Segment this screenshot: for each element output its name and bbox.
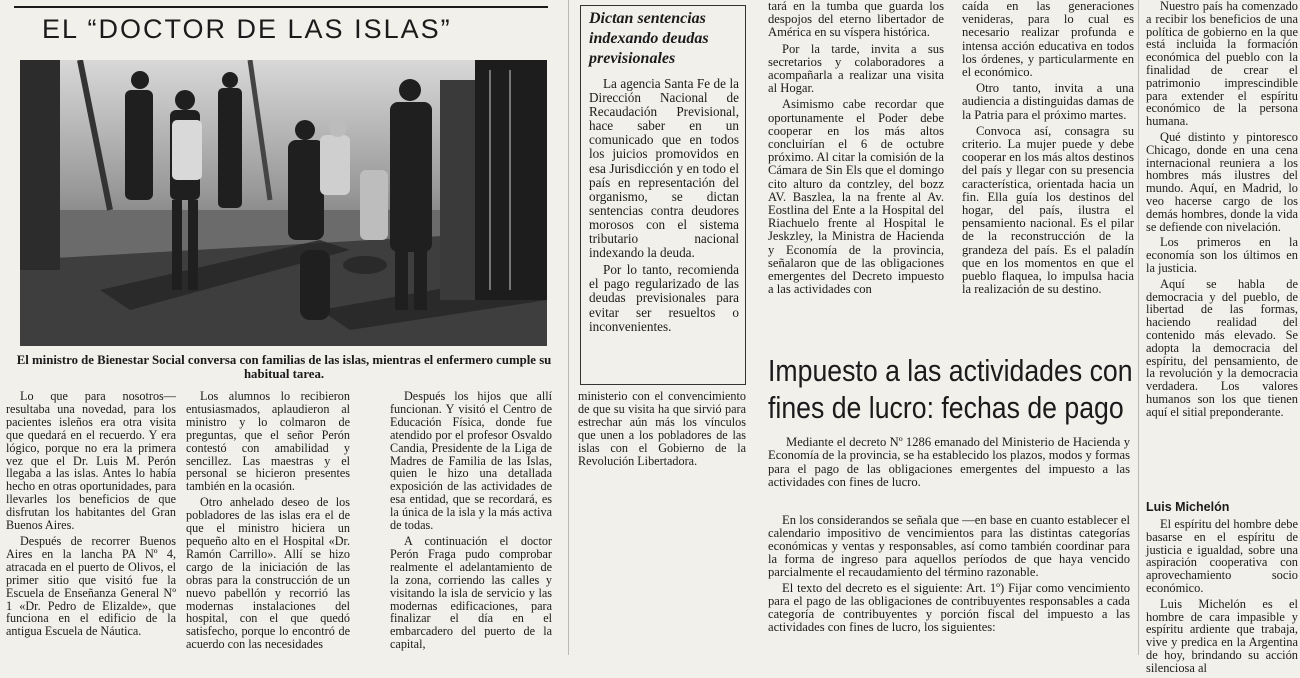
top-rule [14, 6, 548, 8]
article-column-5 [768, 0, 944, 299]
paragraph: Asimismo cabe recordar que oportunamente el Poder debe cooperar en los más altos concluirían el 6 de octubre próximo. Al citar la comisión de la Cámara de Sin Els que el domingo cito alturo da contzley, del bozz AV. Baszlea, la na frente al Av. Eostlina del Ente a la Hospital del Riachuelo frente al Hospital le Jeskzley, la Ministra de Hacienda y Economía de la provincia, señalaron que de las obligaciones emergentes del Decreto impuesto a las actividades con [768, 97, 944, 297]
photo-caption: El ministro de Bienestar Social conversa con familias de las islas, mientras el enfermero cumple su habitual tarea. [16, 353, 552, 381]
paragraph: El texto del decreto es el siguiente: Art. 1º) Fijar como vencimiento para el pago de las obligaciones de contribuyentes responsables a cada categoría de contribuyentes y porción fiscal del impuesto a las actividades con fines de lucro, los siguientes: [768, 581, 1130, 634]
paragraph: Después los hijos que allí funcionan. Y visitó el Centro de Educación Física, donde fue atendido por el profesor Osvaldo Candia, Presidente de la Liga de Madres de Familia de las Islas, quien le hizo una detallada exposición de las actividades de esa entidad, que se recordará, es la única de la isla y la más activa de todas. [390, 389, 552, 533]
column-divider [568, 0, 569, 655]
article-column-3 [390, 390, 552, 654]
paragraph: Por la tarde, invita a sus secretarios y colaboradores a acompañarla a realizar una visita al Hogar. [768, 41, 944, 96]
article-2-intro [768, 436, 1130, 496]
paragraph: Lo que para nosotros— resultaba una novedad, para los pacientes isleños era otra visita que quedará en el recuerdo. Y era lógico, porque no era la primera vez que el Dr. Luis M. Perón llegaba a las islas. Antes lo había hecho en otras oportunidades, para llevarles los beneficios de que disfrutan los habitantes del Gran Buenos Aires. [6, 389, 176, 533]
article-column-4 [578, 390, 746, 470]
article-2-headline-block [768, 352, 1148, 426]
article-column-6 [962, 0, 1134, 299]
paragraph: Nuestro país ha comenzado a recibir los beneficios de una política de gobierno en la que está incluida la formación económica del pueblo con la finalidad de crear el patrimonio imprescindible para extender el espíritu económico de la persona humana. [1146, 0, 1298, 129]
paragraph: En los considerandos se señala que —en base en cuanto establecer el calendario impositivo de vencimientos para las distintas categorías económicas y ventas y responsables, así como también coordinar para la forma de ingreso para aquellos períodos de que haya vencido parcialmente el recaudamiento del término razonable. [768, 513, 1130, 579]
paragraph: Qué distinto y pintoresco Chicago, donde en una cena internacional reuniera a los hombres más ilustres del mundo. Aquí, en Madrid, lo veo hacerse cargo de los demás hombres, donde la vida se defiende con nivelación. [1146, 129, 1298, 234]
paragraph: Luis Michelón es el hombre de cara impasible y espíritu ardiente que trabaja, vive y predica en la Argentina de hoy, brindando su acción silenciosa al [1146, 596, 1298, 675]
article-column-8-continued [1146, 518, 1298, 678]
paragraph: Convoca así, consagra su criterio. La mujer puede y debe cooperar en los más altos destinos del país y llegar con su presencia característica, orientada hacia un fin. Ella guía los destinos del hogar, del país, ilustra el pensamiento nacional. Es el pilar de la reconstrucción de la grandeza del país. Es el paladín que en los momentos en que el pueblo flaquea, lo impulsa hacia la realización de su destino. [962, 123, 1134, 297]
paragraph: caída en las generaciones venideras, para lo cual es necesario realizar profunda e intensa acción educativa en todos los órdenes, y particularmente en el económico. [962, 0, 1134, 80]
boxed-article-body [589, 77, 739, 334]
paragraph: Los primeros en la economía son los últimos en la justicia. [1146, 235, 1298, 275]
article-2-body [768, 514, 1130, 637]
photo-illustration [20, 60, 547, 346]
paragraph: ministerio con el convencimiento de que su visita ha que sirvió para estrechar aún más los vínculos que unen a los pobladores de las islas con el Gobierno de la Revolución Libertadora. [578, 389, 746, 468]
paragraph: El espíritu del hombre debe basarse en el espíritu de justicia e igualdad, sobre una aspiración cooperativa con aprovechamiento socio económico. [1146, 517, 1298, 595]
paragraph: La agencia Santa Fe de la Dirección Nacional de Recaudación Previsional, hace saber en un comunicado que en todos los juicios promovidos en esa Jurisdicción y en todo el país en representación del organismo, se dictan sentencias contra deudores morosos con el sistema tributario nacional indexando la deuda. [589, 76, 739, 261]
paragraph: tará en la tumba que guarda los despojos del eterno libertador de América en su víspera histórica. [768, 0, 944, 40]
paragraph: Otro tanto, invita a una audiencia a distinguidas damas de la Patria para el próximo martes. [962, 81, 1134, 122]
article-2-headline-line-1: Impuesto a las actividades con [768, 353, 1133, 388]
article-headline: EL “DOCTOR DE LAS ISLAS” [42, 14, 452, 44]
article-column-1 [6, 390, 176, 641]
article-2-headline-line-2: fines de lucro: fechas de pago [768, 390, 1124, 425]
boxed-article-headline: Dictan sentencias indexando deudas previsionales [589, 10, 709, 67]
byline: Luis Michelón [1146, 500, 1230, 514]
paragraph: Los alumnos lo recibieron entusiasmados, aplaudieron al ministro y lo colmaron de preguntas, que el señor Perón contestó con amabilidad y sencillez. Las maestras y el personal se hicieron presentes también en la ocasión. [186, 389, 350, 494]
boxed-article [580, 5, 746, 385]
news-photo [20, 60, 547, 346]
column-divider [1138, 0, 1139, 655]
paragraph: Otro anhelado deseo de los pobladores de las islas era el de que el ministro hiciera un pequeño alto en el Hospital «Dr. Ramón Carrillo». Allí se hizo cargo de la iniciación de las obras para la construcción de un nuevo pabellón y recorrió las modernas instalaciones del hospital, con el que quedó satisfecho, porque lo encontró de acuerdo con las necesidades [186, 495, 350, 652]
paragraph: A continuación el doctor Perón Fraga pudo comprobar realmente el adelantamiento de la zona, corriendo las calles y visitando la isla de servicio y las modernas edificaciones, para finalizar el día en el embarcadero del puerto de la capital, [390, 533, 552, 652]
article-column-2 [186, 390, 350, 654]
paragraph: Por lo tanto, recomienda el pago regularizado de las deudas previsionales para evitar ser resueltos o inconvenientes. [589, 262, 739, 334]
article-column-8 [1146, 0, 1298, 422]
paragraph: Aquí se habla de democracia y del pueblo, de libertad de las formas, haciendo realidad del contenido más elevado. Se adopta la democracia del espíritu, del pensamiento, de la revolución y la democracia verdadera. Los valores humanos son los que tienen aquí el sitial preponderante. [1146, 276, 1298, 419]
paragraph: Mediante el decreto Nº 1286 emanado del Ministerio de Hacienda y Economía de la provincia, se ha establecido los plazos, modos y formas para el pago de las obligaciones emergentes del impuesto a las actividades con fines de lucro. [768, 435, 1130, 490]
headline-block [42, 14, 562, 45]
paragraph: Después de recorrer Buenos Aires en la lancha PA Nº 4, atracada en el puerto de Olivos, el primer sitio que visitó fue la Escuela de Enseñanza General Nº 1 «Dr. Pedro de Elizalde», que funciona en el edificio de la antigua Escuela de Náutica. [6, 533, 176, 639]
